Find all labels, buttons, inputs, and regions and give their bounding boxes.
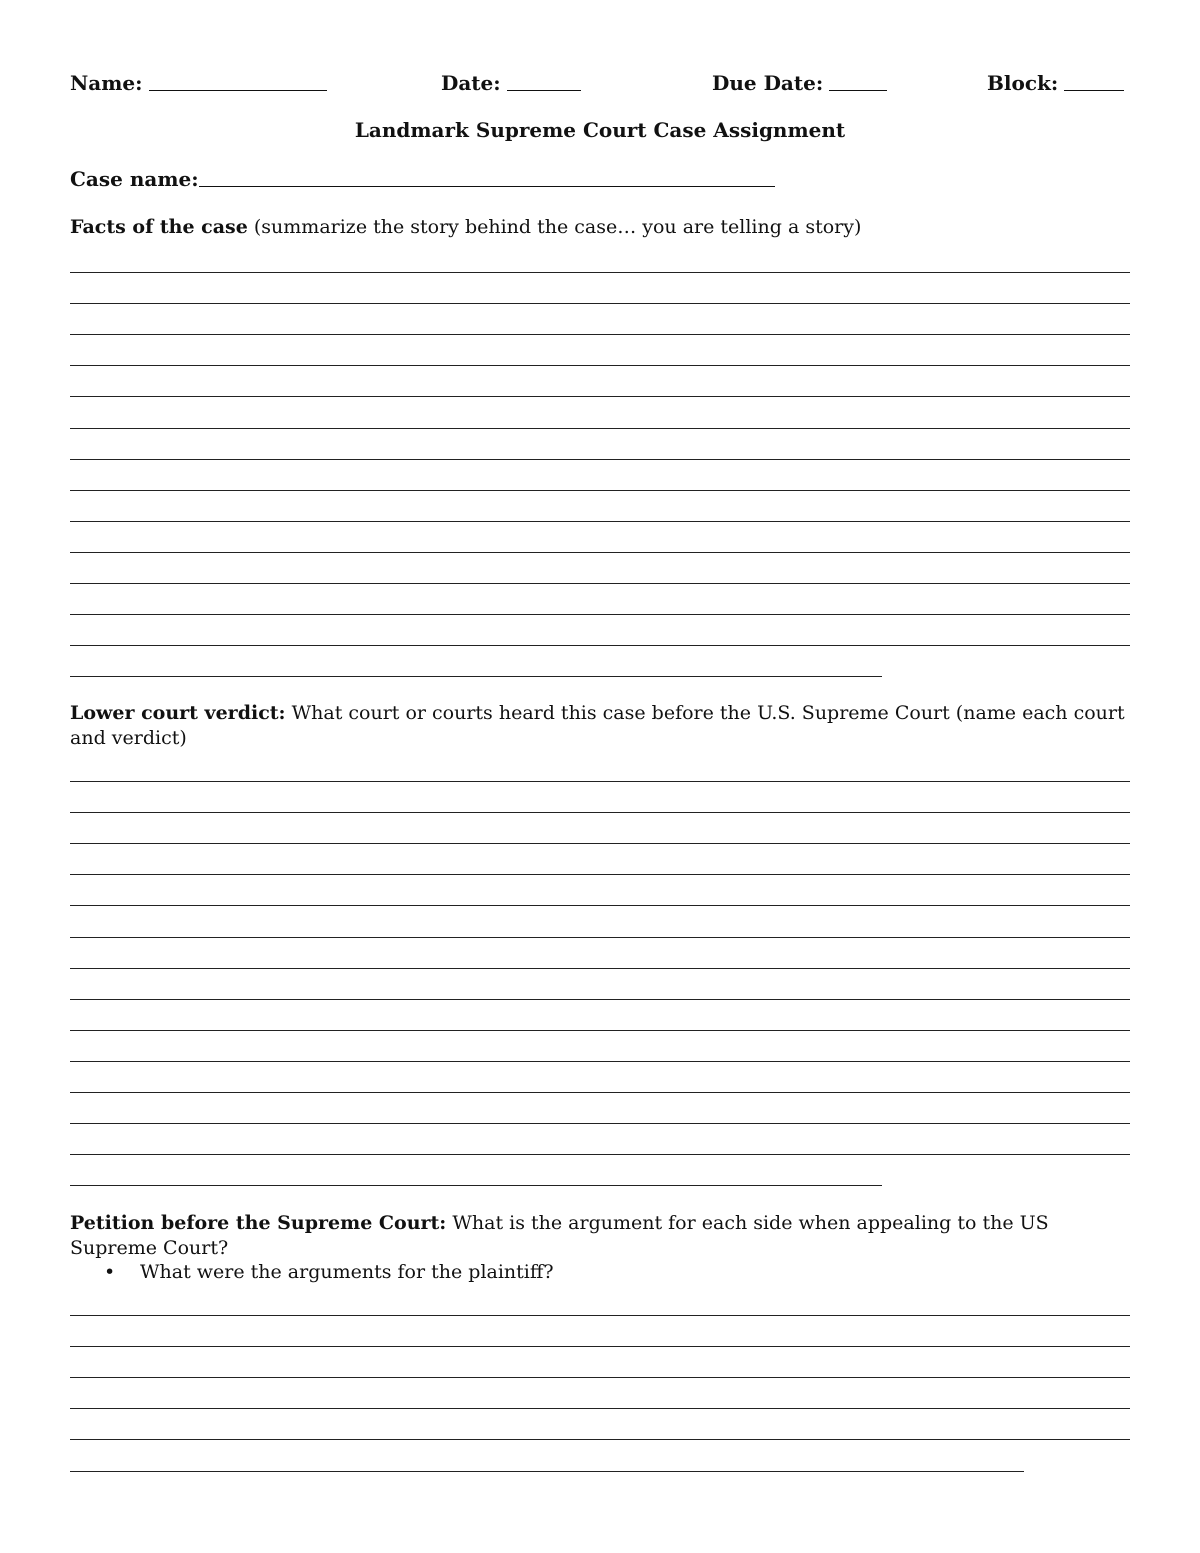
facts-writing-lines[interactable] <box>70 242 1130 677</box>
writing-line[interactable] <box>70 366 1130 397</box>
writing-line[interactable] <box>70 906 1130 937</box>
petition-description: What is the argument for each side when appealing to the US Supreme Court? <box>70 1212 1049 1259</box>
petition-writing-lines[interactable] <box>70 1285 1130 1472</box>
date-field <box>441 70 581 95</box>
block-field <box>987 70 1124 95</box>
writing-line[interactable] <box>70 1409 1130 1440</box>
writing-line[interactable] <box>70 646 882 677</box>
writing-line[interactable] <box>70 1285 1130 1316</box>
writing-line[interactable] <box>70 1155 882 1186</box>
case-name-blank[interactable] <box>199 166 775 187</box>
writing-line[interactable] <box>70 522 1130 553</box>
writing-line[interactable] <box>70 938 1130 969</box>
writing-line[interactable] <box>70 1031 1130 1062</box>
writing-line[interactable] <box>70 1316 1130 1347</box>
name-field <box>70 70 327 95</box>
writing-line[interactable] <box>70 553 1130 584</box>
writing-line[interactable] <box>70 1347 1130 1378</box>
writing-line[interactable] <box>70 844 1130 875</box>
writing-line[interactable] <box>70 584 1130 615</box>
lower-court-heading: Lower court verdict: <box>70 702 286 724</box>
writing-line[interactable] <box>70 460 1130 491</box>
writing-line[interactable] <box>70 242 1130 273</box>
case-name-label: Case name: <box>70 167 199 191</box>
block-blank[interactable] <box>1064 70 1124 91</box>
writing-line[interactable] <box>70 397 1130 428</box>
due-date-field <box>712 70 887 95</box>
writing-line[interactable] <box>70 751 1130 782</box>
petition-bullet <box>104 1260 554 1285</box>
writing-line[interactable] <box>70 813 1130 844</box>
facts-description: (summarize the story behind the case… you are telling a story) <box>253 216 862 238</box>
writing-line[interactable] <box>70 273 1130 304</box>
facts-prompt <box>70 215 1130 240</box>
writing-line[interactable] <box>70 969 1130 1000</box>
page-title: Landmark Supreme Court Case Assignment <box>354 118 846 142</box>
writing-line[interactable] <box>70 1093 1130 1124</box>
writing-line[interactable] <box>70 1378 1130 1409</box>
date-blank[interactable] <box>507 70 581 91</box>
date-label: Date: <box>441 71 501 95</box>
lower-court-writing-lines[interactable] <box>70 751 1130 1186</box>
due-date-blank[interactable] <box>829 70 887 91</box>
name-label: Name: <box>70 71 143 95</box>
case-name-field <box>70 166 775 191</box>
writing-line[interactable] <box>70 1124 1130 1155</box>
petition-bullet-text: What were the arguments for the plaintiff? <box>140 1261 554 1283</box>
writing-line[interactable] <box>70 1440 1024 1471</box>
petition-prompt <box>70 1211 1130 1261</box>
due-date-label: Due Date: <box>712 71 824 95</box>
writing-line[interactable] <box>70 491 1130 522</box>
lower-court-description: What court or courts heard this case before the U.S. Supreme Court (name each court and verdict) <box>70 702 1125 749</box>
writing-line[interactable] <box>70 615 1130 646</box>
writing-line[interactable] <box>70 875 1130 906</box>
block-label: Block: <box>987 71 1059 95</box>
facts-heading: Facts of the case <box>70 216 248 238</box>
writing-line[interactable] <box>70 1062 1130 1093</box>
writing-line[interactable] <box>70 782 1130 813</box>
writing-line[interactable] <box>70 304 1130 335</box>
name-blank[interactable] <box>149 70 327 91</box>
writing-line[interactable] <box>70 429 1130 460</box>
lower-court-prompt <box>70 701 1130 751</box>
bullet-icon: • <box>104 1261 116 1283</box>
writing-line[interactable] <box>70 335 1130 366</box>
petition-heading: Petition before the Supreme Court: <box>70 1212 447 1234</box>
writing-line[interactable] <box>70 1000 1130 1031</box>
